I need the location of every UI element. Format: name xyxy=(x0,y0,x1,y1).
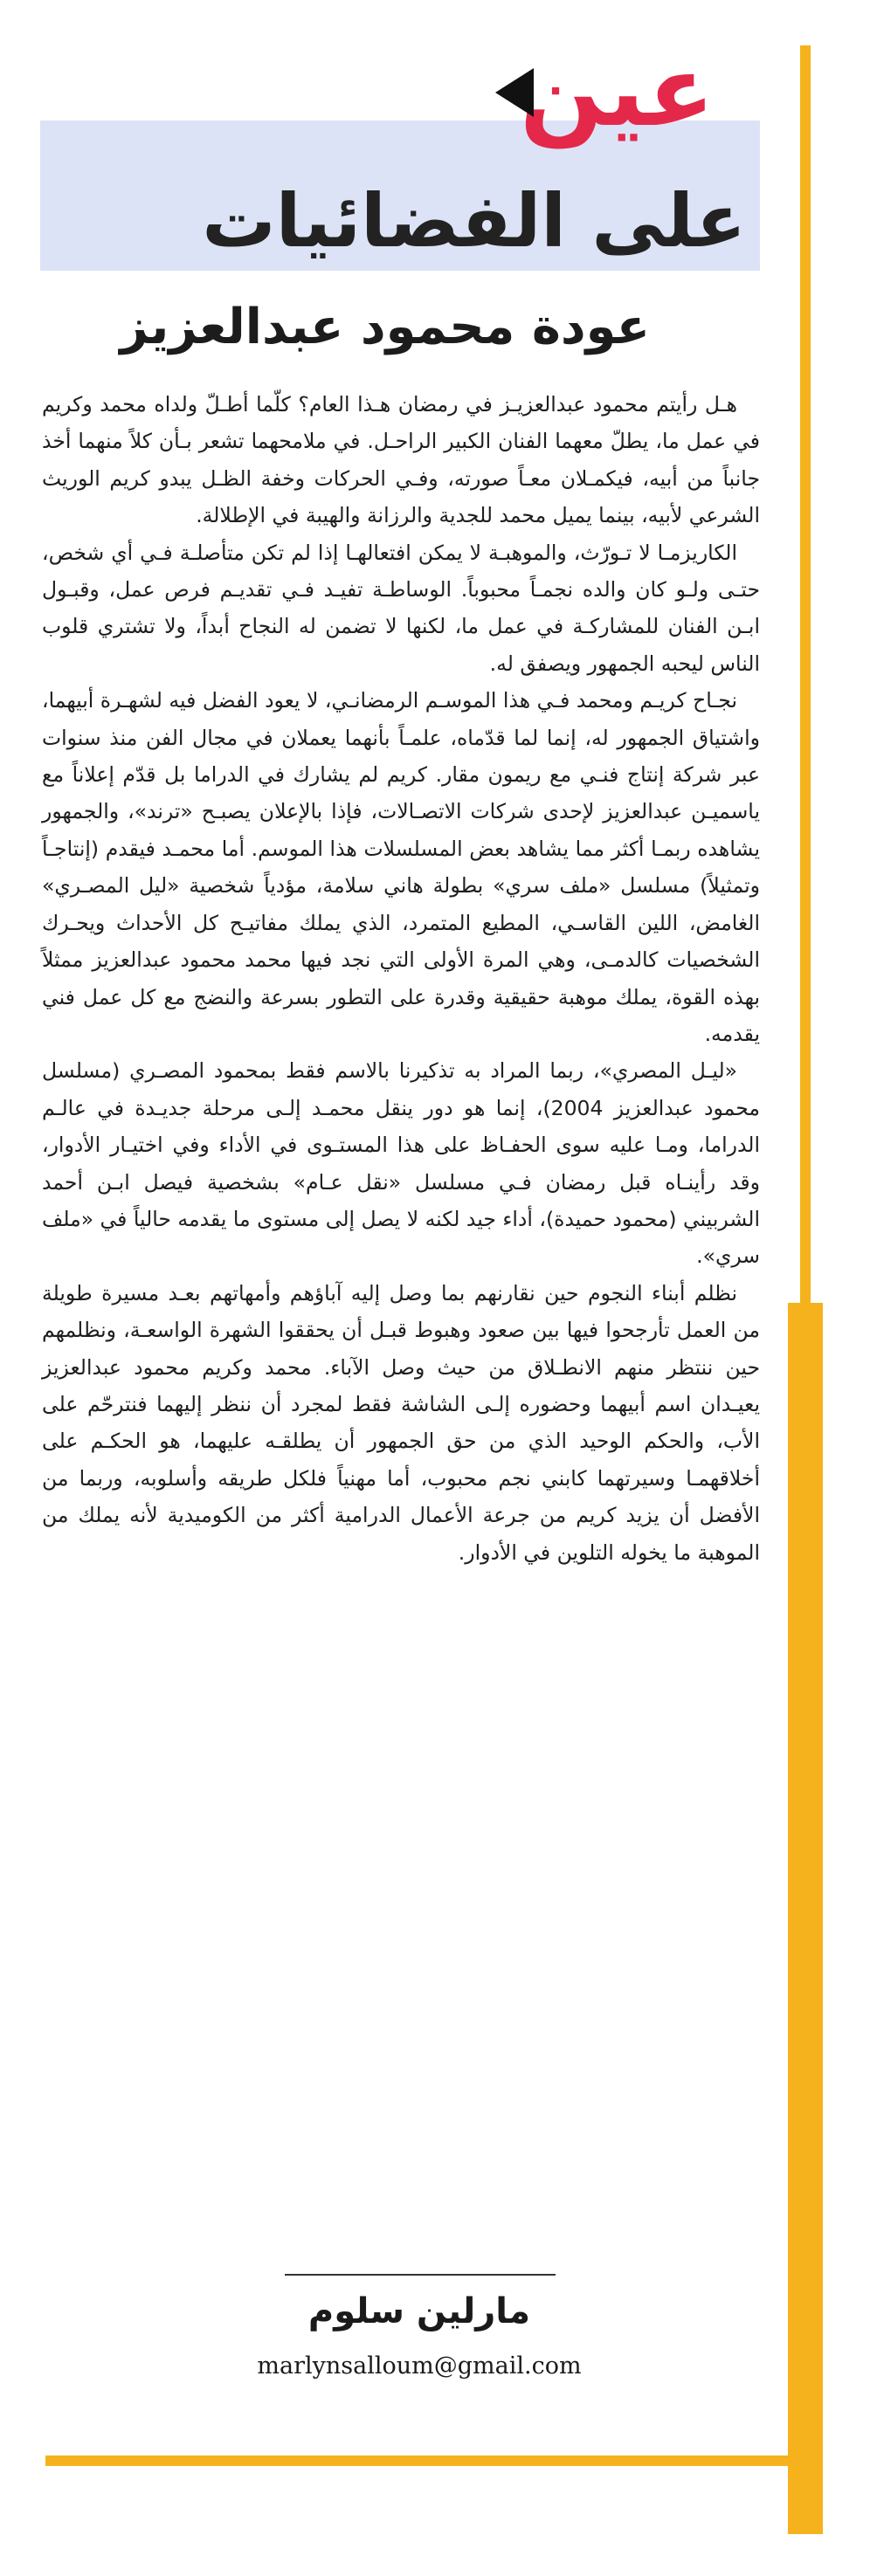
play-icon xyxy=(495,68,534,117)
section-title: على الفضائيات xyxy=(202,178,746,264)
author-email: marlynsalloum@gmail.com xyxy=(257,2352,582,2380)
article-paragraph: نظلم أبناء النجوم حين نقارنهم بما وصل إليه آباؤهم وأمهاتهم بعـد مسيرة طويلة من العمل تأرجحوا فيها بين صعود وهبوط قبـل أن يحققوا الشهرة الواسعـة، ونظلمهم حين ننتظر منهم الانطـلاق من حيث وصل الآباء. محمد وكريم محمود عبدالعزيز يعيـدان اسم أبيهما وحضوره إلـى الشاشة فقط لمجرد أن ننظر إليهما فنترحّم على الأب، والحكم الوحيد الذي من حق الجمهور أن يطلقـه عليهما، هو الحكـم على أخلاقهمـا وسيرتهما كابني نجم محبوب، أما مهنياً فلكل طريقه وأسلوبه، وربما من الأفضل أن يزيد كريم من جرعة الأعمال الدرامية أكثر من الكوميدية لأنه يملك من الموهبة ما يخوله التلوين في الأدوار. xyxy=(42,1280,760,1565)
brand-word: عين xyxy=(519,35,715,148)
article-body xyxy=(42,386,760,1571)
article-paragraph: «ليـل المصري»، ربما المراد به تذكيرنا بالاسم فقط بمحمود المصـري (مسلسل محمود عبدالعزيز 2004)، إنما هو دور ينقل محمـد إلـى مرحلة جديـدة في عالـم الدراما، ومـا عليه سوى الحفـاظ على هذا المستـوى في الأداء وفي اختيـار الأدوار، وقد رأينـاه قبل رمضان فـي مسلسل «نقل عـام» بشخصية فيصل ابـن أحمد الشربيني (محمود حميدة)، أداء جيد لكنه لا يصل إلى مستوى ما يقدمه حالياً في «ملف سري». xyxy=(42,1058,760,1269)
article-paragraph: الكاريزمـا لا تـورّث، والموهبـة لا يمكن افتعالهـا إذا لم تكن متأصلـة فـي أي شخص، حتـى ولـو كان والده نجمـاً محبوباً. الوساطـة تفيـد فـي تقديـم فرص عمل، وقبـول ابـن الفنان للمشاركـة في عمل ما، لكنها لا تضمن له النجاح أبداً، ولا تشتري قلوب الناس ليحبه الجمهور ويصفق له. xyxy=(42,540,760,676)
article-paragraph: هـل رأيتم محمود عبدالعزيـز في رمضان هـذا العام؟ كلّما أطـلّ ولداه محمد وكريم في عمل ما، يطلّ معهما الفنان الكبير الراحـل. في ملامحهما تشعر بـأن كلاً منهما أخذ جانباً من أبيه، فيكمـلان معـاً صورته، وفـي الحركات وخفة الظـل يبدو كريم الوريث الشرعي لأبيه، بينما يميل محمد للجدية والرزانة والهيبة في الإطلالة. xyxy=(42,392,760,528)
accent-bar-horizontal xyxy=(45,2455,823,2466)
article-headline: عودة محمود عبدالعزيز xyxy=(120,299,650,355)
article-paragraph: نجـاح كريـم ومحمد فـي هذا الموسـم الرمضانـي، لا يعود الفضل فيه لشهـرة أبيهما، واشتياق الجمهور له، إنما لما قدّماه، علمـاً بأنهما يعملان في مجال الفن منذ سنوات عبر شركة إنتاج فنـي مع ريمون مقار. كريم لم يشارك في الدراما بل قدّم إعلاناً مع ياسميـن عبدالعزيز لإحدى شركات الاتصـالات، فإذا بالإعلان يصبـح «ترند»، والجمهور يشاهده ربمـا أكثر مما يشاهد بعض المسلسلات هذا الموسم. أما محمـد فيقدم (إنتاجـاً وتمثيلاً) مسلسل «ملف سري» بطولة هاني سلامة، مؤدياً شخصية «ليل المصـري» الغامض، اللين القاسـي، المطيع المتمرد، الذي يملك مفاتيـح كل الأحداث ويحـرك الشخصيات كالدمـى، وهي المرة الأولى التي نجد فيها محمد محمود عبدالعزيز ممثلاً بهذه القوة، يملك موهبة حقيقية وقدرة على التطور بسرعة والنضج مع كل عمل فني يقدمه. xyxy=(42,688,760,1046)
accent-bar-vertical-thin xyxy=(800,45,811,1303)
byline-divider xyxy=(285,2274,556,2276)
author-name: مارلين سلوم xyxy=(307,2291,531,2331)
